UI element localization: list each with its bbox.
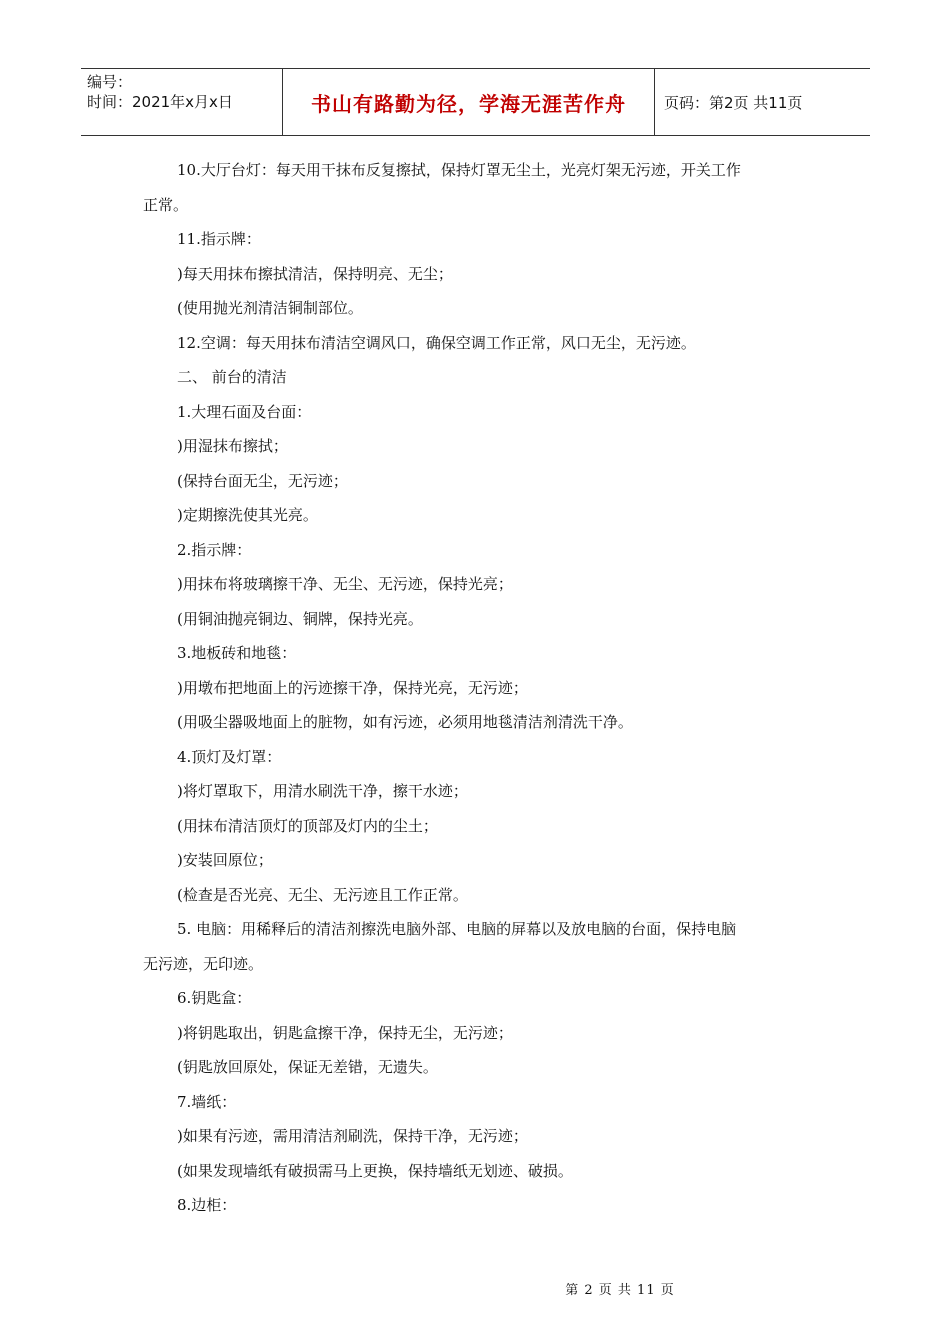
body-line: 无污迹，无印迹。 bbox=[143, 954, 264, 973]
section-heading: 二、 前台的清洁 bbox=[177, 368, 287, 386]
document-body bbox=[143, 153, 818, 1223]
body-line: )安装回原位； bbox=[177, 851, 273, 869]
page-header bbox=[81, 68, 870, 136]
body-line: (使用抛光剂清洁铜制部位。 bbox=[177, 299, 363, 317]
body-line: )用湿抹布擦拭； bbox=[177, 437, 288, 455]
body-line: (如果发现墙纸有破损需马上更换，保持墙纸无划迹、破损。 bbox=[177, 1161, 573, 1180]
body-line: 5. 电脑：用稀释后的清洁剂擦洗电脑外部、电脑的屏幕以及放电脑的台面，保持电脑 bbox=[177, 920, 737, 938]
document-date: 时间：2021年x月x日 bbox=[87, 93, 233, 111]
body-line: (保持台面无尘，无污迹； bbox=[177, 471, 348, 490]
header-meta bbox=[81, 69, 282, 135]
body-line: 3.地板砖和地毯： bbox=[177, 644, 297, 662]
body-line: )将灯罩取下，用清水刷洗干净，擦干水迹； bbox=[177, 782, 468, 800]
body-line: 7.墙纸： bbox=[177, 1092, 237, 1111]
body-line: 6.钥匙盒： bbox=[177, 989, 252, 1007]
page-footer: 第 2 页 共 11 页 bbox=[565, 1283, 675, 1298]
body-line: (用铜油抛亮铜边、铜牌，保持光亮。 bbox=[177, 609, 423, 628]
body-line: (用抹布清洁顶灯的顶部及灯内的尘土； bbox=[177, 816, 438, 835]
body-line: )将钥匙取出，钥匙盒擦干净，保持无尘，无污迹； bbox=[177, 1023, 513, 1042]
body-line: (用吸尘器吸地面上的脏物，如有污迹，必须用地毯清洁剂清洗干净。 bbox=[177, 713, 633, 731]
body-line: (钥匙放回原处，保证无差错，无遗失。 bbox=[177, 1058, 438, 1076]
document-number: 编号： bbox=[87, 73, 133, 91]
body-line: 8.边柜： bbox=[177, 1196, 237, 1214]
body-line: 10.大厅台灯：每天用干抹布反复擦拭，保持灯罩无尘土，光亮灯架无污迹，开关工作 bbox=[177, 161, 741, 179]
body-line: )如果有污迹，需用清洁剂刷洗，保持干净，无污迹； bbox=[177, 1127, 528, 1145]
body-line: 正常。 bbox=[143, 195, 189, 214]
body-line: )定期擦洗使其光亮。 bbox=[177, 506, 318, 524]
body-line: 11.指示牌： bbox=[177, 230, 261, 248]
body-line: )每天用抹布擦拭清洁，保持明亮、无尘； bbox=[177, 264, 453, 283]
body-line: 12.空调：每天用抹布清洁空调风口，确保空调工作正常，风口无尘，无污迹。 bbox=[177, 333, 696, 352]
body-line: )用墩布把地面上的污迹擦干净，保持光亮，无污迹； bbox=[177, 678, 528, 697]
body-line: 1.大理石面及台面： bbox=[177, 402, 312, 421]
body-line: 2.指示牌： bbox=[177, 540, 252, 559]
header-page-info: 页码：第2页 共11页 bbox=[664, 93, 803, 112]
body-line: (检查是否光亮、无尘、无污迹且工作正常。 bbox=[177, 885, 468, 904]
body-line: )用抹布将玻璃擦干净、无尘、无污迹，保持光亮； bbox=[177, 575, 513, 593]
body-line: 4.顶灯及灯罩： bbox=[177, 747, 282, 766]
header-motto: 书山有路勤为径，学海无涯苦作舟 bbox=[282, 69, 655, 135]
